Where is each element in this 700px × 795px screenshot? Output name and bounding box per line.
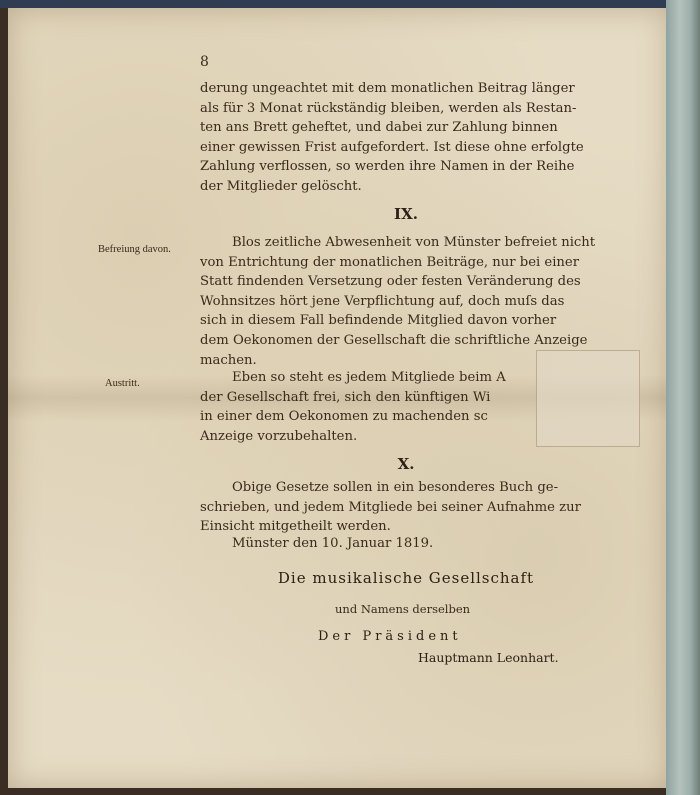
section-ix-heading: IX. — [394, 205, 418, 223]
text-line: der Mitglieder gelöscht. — [200, 178, 362, 194]
text-line: sich in diesem Fall befindende Mitglied davon vorher — [200, 313, 557, 329]
text-line: dem Oekonomen der Gesellschaft die schriftliche Anzeige — [200, 332, 588, 348]
margin-note-befreiung: Befreiung davon. — [98, 244, 171, 255]
text-line: derung ungeachtet mit dem monatlichen Beitrag länger — [200, 81, 575, 96]
society-subline: und Namens derselben — [335, 602, 471, 616]
text-line: Blos zeitliche Abwesenheit von Münster befreiet nicht — [232, 235, 596, 250]
text-line: von Entrichtung der monatlichen Beiträge, nur bei einer — [200, 254, 580, 270]
text-line: ten ans Brett geheftet, und dabei zur Zahlung binnen — [200, 120, 558, 136]
continuation-paragraph — [200, 79, 612, 197]
society-name: Die musikalische Gesellschaft — [277, 569, 535, 587]
text-line: Anzeige vorzubehalten. — [200, 428, 358, 444]
text-line: Einsicht mitgetheilt werden. — [200, 519, 391, 535]
margin-note-austritt: Austritt. — [105, 378, 140, 389]
section-x-paragraph — [200, 478, 612, 537]
place-and-date: Münster den 10. Januar 1819. — [232, 536, 434, 551]
scan-top-border — [0, 0, 700, 8]
president-title: Der Präsident — [318, 629, 462, 644]
text-line: Obige Gesetze sollen in ein besonderes Buch ge- — [232, 480, 559, 495]
text-line: Wohnsitzes hört jene Verpflichtung auf, doch muſs das — [200, 293, 565, 309]
page-number: 8 — [200, 54, 209, 70]
text-line: machen. — [200, 352, 257, 368]
text-line: der Gesellschaft frei, sich den künftigen Wi — [200, 389, 491, 405]
section-ix-paragraph-2 — [200, 368, 530, 446]
page-edge — [666, 0, 700, 795]
section-ix-paragraph-1 — [200, 233, 612, 370]
text-line: Eben so steht es jedem Mitgliede beim A — [232, 370, 506, 385]
text-line: einer gewissen Frist aufgefordert. Ist diese ohne erfolgte — [200, 139, 584, 155]
section-x-heading: X. — [397, 455, 415, 473]
text-line: als für 3 Monat rückständig bleiben, werden als Restan- — [200, 100, 577, 116]
text-line: Statt findenden Versetzung oder festen Veränderung des — [200, 274, 581, 290]
president-name: Hauptmann Leonhart. — [418, 650, 559, 665]
text-line: schrieben, und jedem Mitgliede bei seiner Aufnahme zur — [200, 499, 581, 515]
text-line: in einer dem Oekonomen zu machenden sc — [200, 409, 488, 425]
text-line: Zahlung verflossen, so werden ihre Namen in der Reihe — [200, 159, 575, 175]
